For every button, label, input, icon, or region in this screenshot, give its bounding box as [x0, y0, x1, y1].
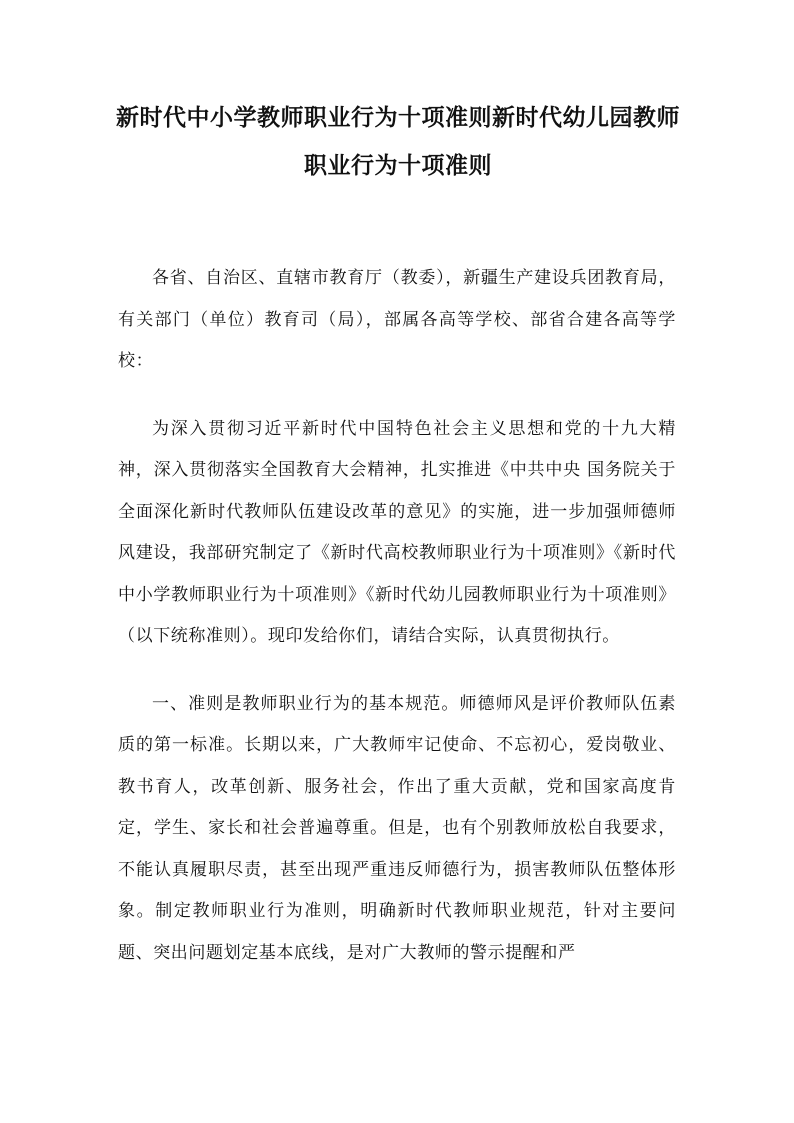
document-body	[118, 258, 676, 1000]
salutation-paragraph: 各省、自治区、直辖市教育厅（教委），新疆生产建设兵团教育局，有关部门（单位）教育司（局），部属各高等学校、部省合建各高等学校：	[118, 268, 676, 371]
body-paragraph: 一、准则是教师职业行为的基本规范。师德师风是评价教师队伍素质的第一标准。长期以来，广大教师牢记使命、不忘初心，爱岗敬业、教书育人，改革创新、服务社会，作出了重大贡献，党和国家高度肯定，学生、家长和社会普遍尊重。但是，也有个别教师放松自我要求，不能认真履职尽责，甚至出现严重违反师德行为，损害教师队伍整体形象。制定教师职业行为准则，明确新时代教师职业规范，针对主要问题、突出问题划定基本底线，是对广大教师的警示提醒和严	[118, 693, 676, 963]
body-paragraph: 为深入贯彻习近平新时代中国特色社会主义思想和党的十九大精神，深入贯彻落实全国教育大会精神，扎实推进《中共中央 国务院关于全面深化新时代教师队伍建设改革的意见》的实施，进一步加强师德师风建设，我部研究制定了《新时代高校教师职业行为十项准则》《新时代中小学教师职业行为十项准则》《新时代幼儿园教师职业行为十项准则》（以下统称准则）。现印发给你们，请结合实际，认真贯彻执行。	[118, 418, 676, 646]
document-title: 新时代中小学教师职业行为十项准则新时代幼儿园教师职业行为十项准则	[116, 105, 680, 179]
